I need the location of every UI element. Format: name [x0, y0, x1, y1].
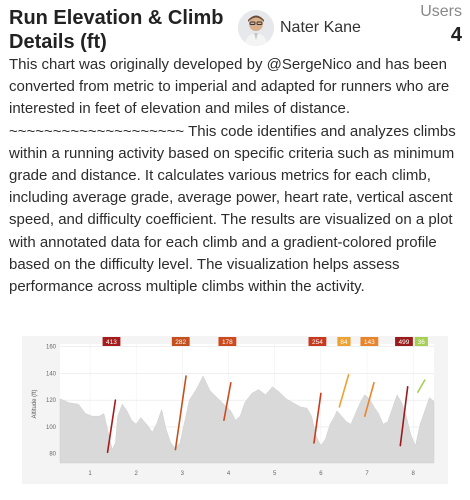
- x-tick-label: 2: [134, 471, 138, 477]
- y-tick-label: 80: [49, 451, 56, 458]
- climb-label: 143: [363, 339, 375, 346]
- x-tick-label: 7: [365, 471, 369, 477]
- author-name: Nater Kane: [280, 19, 361, 36]
- climb-label: 84: [340, 339, 348, 346]
- y-tick-label: 160: [45, 344, 56, 351]
- climb-label: 36: [417, 339, 425, 346]
- y-tick-label: 100: [45, 424, 56, 431]
- elevation-chart: [22, 336, 448, 484]
- card-title[interactable]: Run Elevation & Climb Details (ft): [9, 7, 224, 53]
- x-tick-label: 1: [88, 471, 92, 477]
- x-tick-label: 3: [180, 471, 185, 477]
- x-tick-label: 6: [319, 471, 323, 477]
- y-tick-label: 120: [45, 398, 56, 405]
- users-stat: [420, 4, 462, 45]
- y-axis-label: Altitude (ft): [32, 389, 38, 419]
- chart-preview[interactable]: [22, 336, 448, 484]
- users-count: 4: [450, 24, 462, 46]
- users-label: Users: [420, 3, 462, 20]
- climb-label: 254: [311, 339, 323, 346]
- climb-label: 499: [398, 339, 410, 346]
- climb-label: 282: [175, 339, 187, 346]
- climb-label: 413: [106, 339, 117, 346]
- x-tick-label: 5: [273, 471, 277, 477]
- x-tick-label: 8: [411, 471, 415, 477]
- author-link[interactable]: [238, 10, 361, 46]
- user-avatar-icon: [238, 10, 274, 46]
- x-tick-label: 4: [226, 471, 231, 477]
- climb-label: 178: [221, 339, 233, 346]
- description-text: This chart was originally developed by @SergeNico and has been converted from metric to imperial and adapted for runners who are interested in feet of elevation and miles of distance. ~~~~~~~~~~~~~~~~~~~~ This code identifies and analyzes climbs within a running activity based on specific criteria such as minimum grade and distance. It calculates various metrics for each climb, including average grade, average power, heart rate, vertical ascent speed, and difficulty coefficient. The results are visualized on a plot with annotated data for each climb and a gradient-colored profile based on the difficulty level. The visualization helps assess performance across multiple climbs within the activity.: [9, 56, 456, 296]
- y-tick-label: 140: [45, 371, 56, 378]
